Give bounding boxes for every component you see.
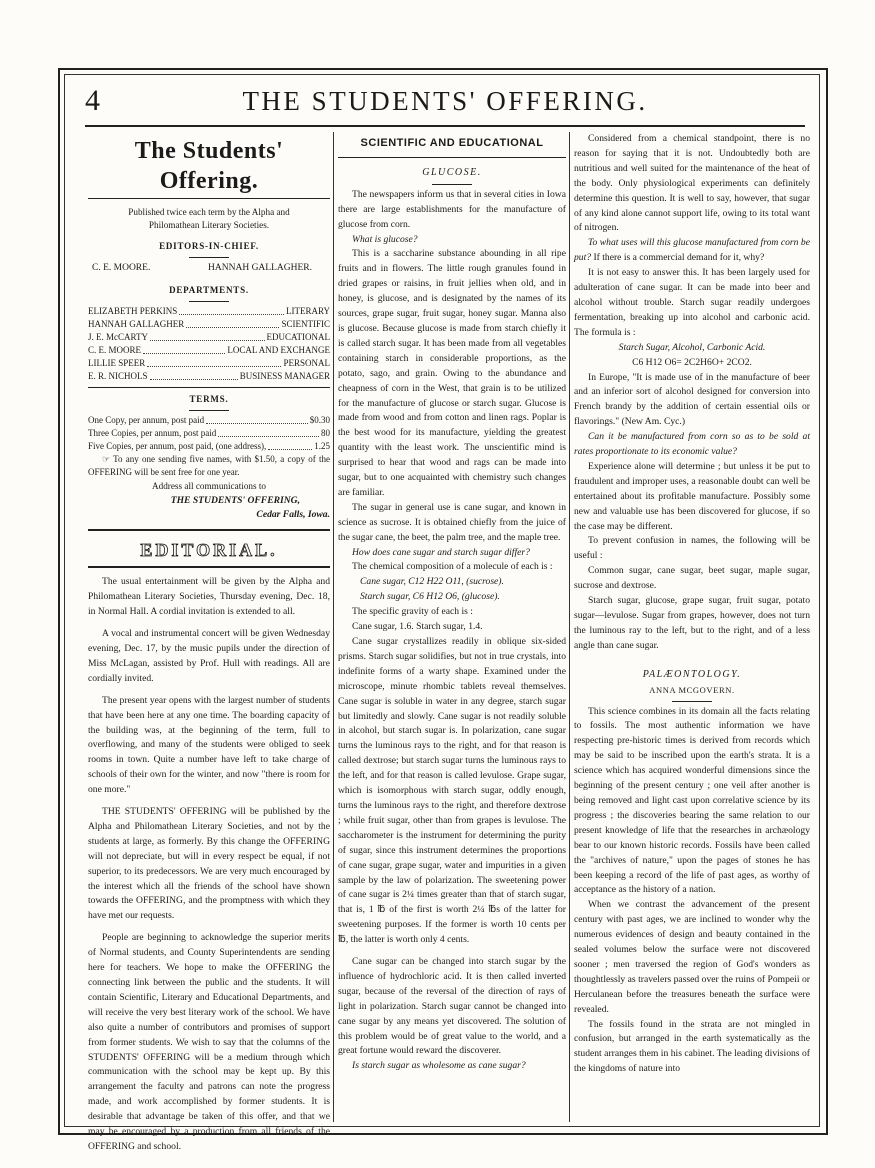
terms-row: Three Copies, per annum, post paid 80 [88, 427, 330, 438]
section-heading: SCIENTIFIC AND EDUCATIONAL [338, 132, 566, 158]
divider [88, 387, 330, 388]
article-paragraph: This is a saccharine substance abounding in all ripe fruits and in flowers. The little rough granules found in dried grapes or raisins, in fruit jellies when old, and in honey, is glucose, and is designated by the names of its sources, grape sugar, fruit sugar, honey sugar. Manna also is glucose. Because glucose is made from starch chiefly it is called starch sugar. It has been made from all vegetables containing starch in considerable proportions, as the potato, sago, and grain. Owing to the abundance and cheapness of corn in the West, that grain is to be utilized for the manufacture of glucose or starch sugar. Glucose is made from wood and from cotton and linen rags. Poplar is the best wood for its manufacture, yielding the greatest quantity with the least work. The unscientific mind is surprised to hear that wood and rags can be made into sugar, but to one acquainted with chemistry such changes are familiar. [338, 248, 566, 498]
department-row: HANNAH GALLAGHER SCIENTIFIC [88, 318, 330, 329]
page-header [85, 84, 805, 124]
formula-line: C6 H12 O6= 2C2H6O+ 2CO2. [632, 356, 752, 368]
article-paragraph: The chemical composition of a molecule of each is : [352, 561, 553, 573]
article-question: How does cane sugar and starch sugar differ? [352, 546, 530, 558]
formula-line: Cane sugar, C12 H22 O11, (sucrose). [360, 576, 504, 588]
article-paragraph: Experience alone will determine ; but unless it be put to fraudulent and improper uses, a reasonable doubt can well be entertained about its profitable manufacture. Possibly some new and valuable use has been discovered for glucose, if so the case may be different. [574, 460, 810, 532]
article-paragraph: It is not easy to answer this. It has been largely used for adulteration of cane sugar. It can be made into beer and alcohol without trouble. Starch sugar readily undergoes fermentation, breaking up into alcohol and carbonic acid. The formula is : [574, 267, 810, 338]
divider [189, 301, 229, 302]
article-paragraph: Starch sugar, glucose, grape sugar, fruit sugar, potato sugar—levulose. Sugar from grapes, however, does not turn the luminous ray to the left, but to the right, and of a less angle than cane sugar. [574, 595, 810, 651]
article-title: GLUCOSE. [422, 166, 482, 178]
department-row: J. E. McCARTY EDUCATIONAL [88, 331, 330, 342]
article-paragraph: To prevent confusion in names, the following will be useful : [574, 535, 810, 562]
page-number: 4 [85, 84, 100, 117]
article-paragraph: Cane sugar can be changed into starch sugar by the influence of hydrochloric acid. It is then called inverted sugar, because of the reversal of the direction of rays of light in polarization. Starch sugar cannot be changed into cane sugar by any means yet discovered. The solution of this problem would be of great value to the world, and a great fortune would reward the discoverer. [338, 956, 566, 1057]
column-divider [569, 132, 570, 1122]
article-paragraph: Considered from a chemical standpoint, there is no reason for saying that it is not. Undoubtedly both are nutritious and well suited for the maintenance of the heat of the body. Only physiological experiments can definitely determine this question. It is well to say, however, that sugar of any kind alone cannot support life, owing to its total want of nitrogen. [574, 133, 810, 234]
article-paragraph: Cane sugar, 1.6. Starch sugar, 1.4. [352, 621, 483, 633]
divider [189, 410, 229, 411]
terms-note: ☞ To any one sending five names, with $1.50, a copy of the OFFERING will be sent free for one year. [88, 453, 330, 477]
article-question: What is glucose? [352, 233, 418, 245]
terms-list [88, 414, 330, 453]
editorial-heading: EDITORIAL. [140, 540, 278, 561]
column-right [574, 132, 810, 1077]
article-paragraph: To what uses will this glucose manufactured from corn be put? If there is a commercial demand for it, why? [574, 237, 810, 264]
article-paragraph: This science combines in its domain all the facts relating to fossils. The most authentic information we have respecting pre-historic times is derived from records which may be said to be inscribed upon the earth's strata. It is a science which has acquired wonderful dimensions since the beginning of the present century ; one veil after another is being removed and light cast upon correlative science by its progress ; the discoveries bearing the same relation to our present knowledge of life that the researches in archæology bear to our known historic records. Fossils have been called the "archives of nature," upon the pages of stones he has been keeping a record of the life of past ages, as worthy of acceptance as the history of a nation. [574, 705, 810, 896]
masthead: THE STUDENTS' OFFERING. [242, 86, 648, 116]
article-question: Is starch sugar as wholesome as cane sugar? [352, 1060, 526, 1072]
divider [432, 184, 472, 185]
terms-row: One Copy, per annum, post paid $0.30 [88, 414, 330, 425]
editorial-paragraph: The usual entertainment will be given by the Alpha and Philomathean Literary Societies, Thursday evening, Dec. 18, in Normal Hall. A cordial invitation is extended to all. [88, 576, 330, 618]
article-title: PALÆONTOLOGY. [642, 668, 742, 680]
paper-title: The Students' Offering. [88, 132, 330, 199]
article-paragraph: In Europe, "It is made use of in the manufacture of beer and an inferior sort of alcohol designed for conversion into French brandy by the addition of certain essential oils or flavorings." (New Am. Cyc.) [574, 371, 810, 428]
editorial-paragraph: THE STUDENTS' OFFERING will be published by the Alpha and Philomathean Literary Societies, and not by the students at large, as formerly. By this change the OFFERING will not depreciate, but will in every respect be equal, if not superior, to its predecessors. We are very much encouraged by the interest which all the friends of the school have shown towards the OFFERING, and the promptness with which they have met our requests. [88, 806, 330, 922]
article-paragraph: Cane sugar crystallizes readily in oblique six-sided prisms. Starch sugar solidifies, but not in true crystals, into indefinite forms of a warty shape. Examined under the microscope, minute rhombic tablets reveal themselves. Cane sugar is soluble in water in any degree, starch sugar but limitedly and slowly. Cane sugar is not readily soluble in alcohol, but starch sugar is. In polarization, cane sugar turns the luminous rays to the right, and for that reason is called dextrose; but starch sugar turns the luminous rays to the left, and for that reason is called levulose. Grape sugar, which is isomorphous with starch sugar, oddly enough, turns the luminous rays to the right, and therefore dextrose ; while fruit sugar, other than from grapes is levulose. The saccharometer is the instrument for determining the purity of sugar, since this instrument determines the proportions of cane sugar, grape sugar, water and impurities in a given sample by the law of polarization. The sweetening power of cane sugar is 2¼ times greater than that of starch sugar, that is, 1 ℔ of the first is worth 2¼ ℔s of the latter for sweetening purposes. If the former is worth 10 cents per ℔, the latter is worth only 4 cents. [338, 636, 566, 946]
article-question: To what uses will this glucose manufactured from corn be put? [574, 237, 810, 264]
header-rule [85, 125, 805, 127]
divider [88, 529, 330, 531]
department-row: LILLIE SPEER PERSONAL [88, 357, 330, 368]
address-place: Cedar Falls, Iowa. [256, 509, 330, 521]
address-name: THE STUDENTS' OFFERING, [170, 494, 300, 506]
article-paragraph: When we contrast the advancement of the present century with past ages, we are inclined to wonder why the numerous evidences of design and beauty contained in the sealed volumes below the surface were not discovered sooner ; men traversed the region of God's wonders as thoughtlessly as travelers passed over the ruins of Pompeii or Herculanean before the treasures beneath the surface were revealed. [574, 899, 810, 1015]
editors-heading: EDITORS-IN-CHIEF. [159, 241, 259, 251]
article-paragraph: The sugar in general use is cane sugar, and known in science as sucrose. It is obtained chiefly from the juice of the sugar cane, the beet, the palm tree, and the maple tree. [338, 501, 566, 543]
divider [672, 701, 712, 702]
column-left [88, 132, 330, 1155]
formula-heading: Starch Sugar, Alcohol, Carbonic Acid. [618, 341, 766, 353]
formula-line: Starch sugar, C6 H12 O6, (glucose). [360, 591, 500, 603]
department-row: ELIZABETH PERKINS LITERARY [88, 305, 330, 316]
publication-note: Published twice each term by the Alpha and Philomathean Literary Societies. [128, 207, 290, 230]
article-paragraph: Common sugar, cane sugar, beet sugar, maple sugar, sucrose and dextrose. [574, 565, 810, 592]
column-middle [338, 132, 566, 1074]
terms-row: Five Copies, per annum, post paid, (one address), 1.25 [88, 440, 330, 451]
column-divider [333, 132, 334, 1122]
editor-name: C. E. MOORE. [92, 262, 151, 273]
department-row: C. E. MOORE LOCAL AND EXCHANGE [88, 344, 330, 355]
terms-heading: TERMS. [189, 393, 229, 404]
article-paragraph: The newspapers inform us that in several cities in Iowa there are large establishments for the manufacture of glucose from corn. [338, 188, 566, 230]
editorial-paragraph: People are beginning to acknowledge the superior merits of Normal students, and County Superintendents are sending here for teachers. We hope to make the OFFERING the connecting link between the public and the students. It will contain Scientific, Literary and Educational Departments, and will receive the very best literary work of the school. We have also quite a number of contributors and promises of support from former students. We wish to say that the columns of the STUDENTS' OFFERING will be a medium through which communication with the school may be kept up. By this arrangement the faculty and patrons can note the progress made, and work accomplished by former students. It is desirable that advantage be taken of this offer, and that we may be encouraged by a production from all friends of the OFFERING and school. [88, 932, 330, 1152]
article-question: Can it be manufactured from corn so as to be sold at rates proportionate to its economic value? [574, 431, 810, 458]
departments-heading: DEPARTMENTS. [169, 284, 249, 295]
address-line: Address all communications to [151, 480, 267, 491]
article-byline: ANNA MCGOVERN. [649, 684, 735, 695]
divider [88, 566, 330, 568]
editor-name: HANNAH GALLAGHER. [208, 262, 312, 273]
department-row: E. R. NICHOLS BUSINESS MANAGER [88, 370, 330, 381]
departments-list [88, 305, 330, 383]
editorial-paragraph: The present year opens with the largest number of students that have been here at any one time. The boarding capacity of the building was, at the beginning of the term, full to overflowing, and many of the students were obliged to seek rooms in town. Quite a number have left to take charge of schools of their own for the winter, and now "there is room for one more." [88, 694, 330, 796]
editorial-paragraph: A vocal and instrumental concert will be given Wednesday evening, Dec. 17, by the music pupils under the direction of Miss McLagan, assisted by Prof. Hull with readings. All are cordially invited. [88, 628, 330, 684]
editors-list [88, 261, 330, 276]
article-paragraph: The fossils found in the strata are not mingled in confusion, but arranged in the earth systematically as the student arranges them in his cabinet. The leading divisions of the kingdoms of nature into [574, 1018, 810, 1075]
article-paragraph: The specific gravity of each is : [352, 606, 473, 618]
divider [189, 257, 229, 258]
